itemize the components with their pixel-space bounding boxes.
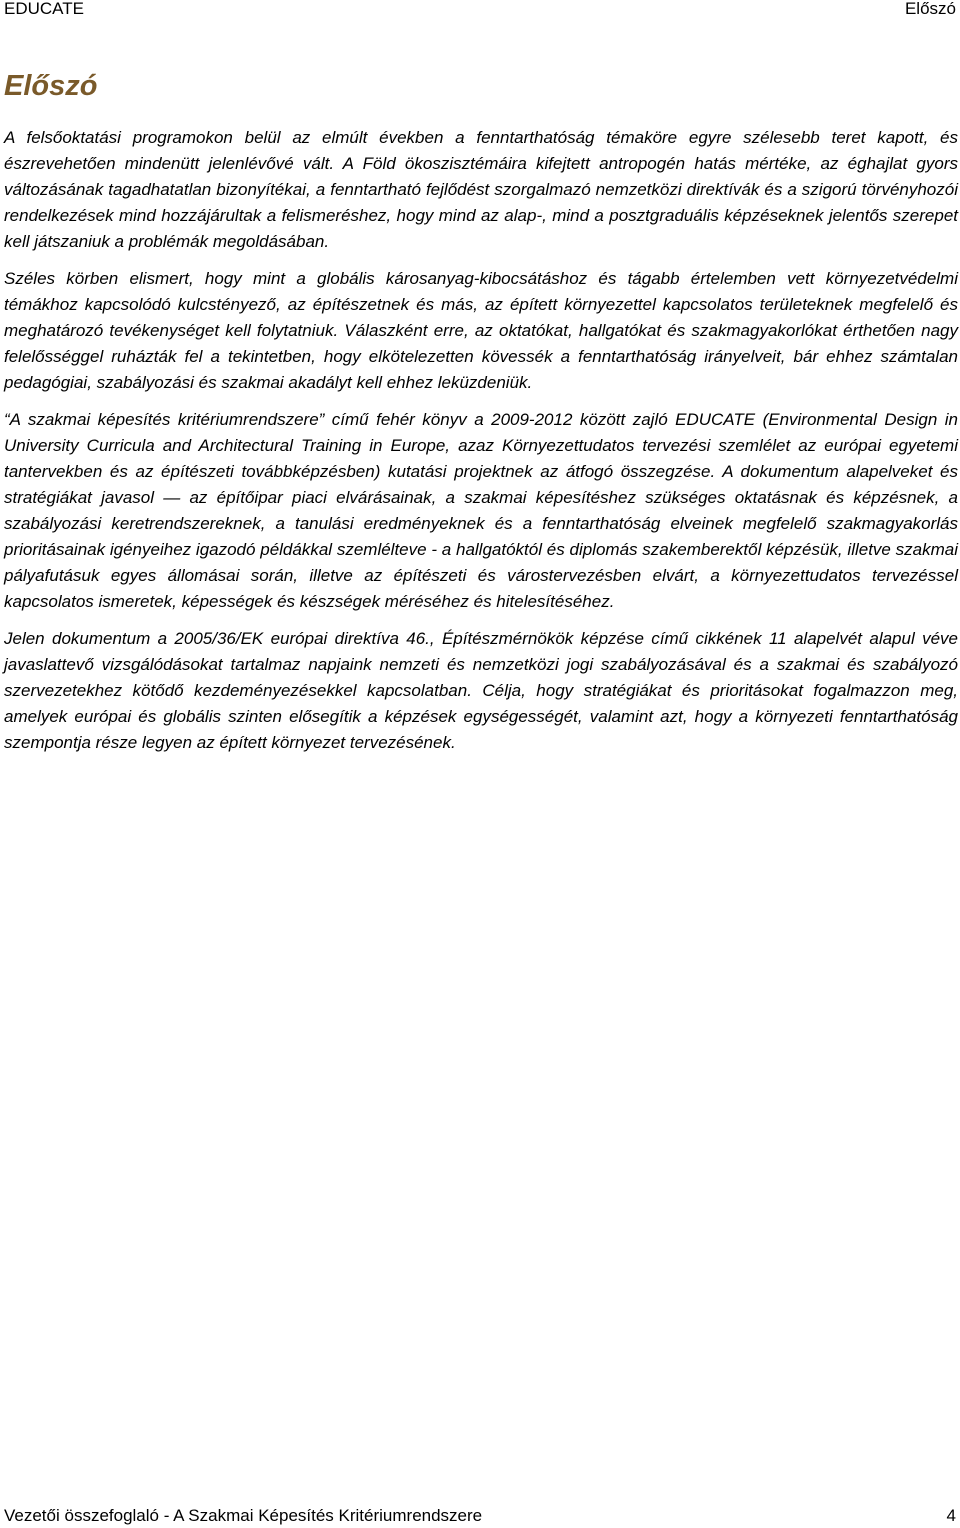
paragraph-3-part-2: A dokumentum alapelveket és stratégiákat javasol — az építőipar piaci elvárásainak, a szakmai képesítéshez szükséges oktatásnak és képzésnek, a szabályozási keretrendszereknek, a tanulási eredményeknek és a fenntarthatóság elveinek megfelelő szakmagyakorlás prioritásainak igényeihez igazodó példákkal szemlélteve - a hallgatóktól és diplomás szakemberektől képzésük, illetve szakmai pályafutásuk egyes állomásai során, illetve az építészeti és várostervezésben elvárt, a környezettudatos tervezéssel kapcsolatos ismeretek, képességek és készségek méréséhez és hitelesítéséhez. <box>4 462 959 611</box>
document-body <box>4 125 958 767</box>
paragraph-3 <box>4 407 958 615</box>
paragraph-1-part-1: A felsőoktatási programokon belül az elmúlt években a fenntarthatóság témaköre egyre szélesebb teret kapott, és észrevehetően mindenütt jelenlévővé vált. <box>4 128 958 173</box>
header-right: Előszó <box>904 0 956 18</box>
paragraph-2-part-2: Válaszként erre, az oktatókat, hallgatókat és szakmagyakorlókat érthetően nagy felelősséggel ruházták fel a tekintetben, hogy elkötelezetten kövessék a fenntarthatóság irányelveit, bár ehhez számtalan pedagógiai, szabályozási és szakmai akadályt kell ehhez leküzdeniük. <box>4 321 958 392</box>
page-header <box>4 0 956 18</box>
paragraph-4-part-1: Jelen dokumentum a 2005/36/EK európai direktíva 46., Építészmérnökök képzése című cikkének 11 alapelvét alapul véve javaslattevő vizsgálódásokat tartalmaz napjaink nemzeti és nemzetközi jogi szabályozásával és a szakmai és szabályozó szervezetekhez kötődő kezdeményezésekkel kapcsolatban. <box>4 629 958 700</box>
paragraph-2 <box>4 266 958 396</box>
page-number: 4 <box>946 1506 956 1525</box>
paragraph-2-part-1: Széles körben elismert, hogy mint a globális károsanyag-kibocsátáshoz és tágabb értelemben vett környezetvédelmi témákhoz kapcsolódó kulcstényező, az építészetnek és más, az épített környezettel kapcsolatos területeknek megfelelő és meghatározó tevékenységet kell folytatniuk. <box>4 269 958 340</box>
footer-title: Vezetői összefoglaló - A Szakmai Képesítés Kritériumrendszere <box>4 1506 483 1525</box>
paragraph-3-part-1: “A szakmai képesítés kritériumrendszere” című fehér könyv a 2009-2012 között zajló EDUCATE (Environmental Design in University Curricula and Architectural Training in Europe, azaz Környezettudatos tervezési szemlélet az európai egyetemi tantervekben és az építészeti továbbképzésben) kutatási projektnek az átfogó összegzése. <box>4 410 958 481</box>
page-title: Előszó <box>4 70 98 102</box>
paragraph-4 <box>4 626 958 756</box>
paragraph-1-part-2: A Föld ökoszisztémáira kifejtett antropogén hatás mértéke, az éghajlat gyors változásának tagadhatatlan bizonyítékai, a fenntartható fejlődést szorgalmazó nemzetközi direktívák és a szigorú törvényhozói rendelkezések mind hozzájárultak a felismeréshez, hogy mind az alap-, mind a posztgraduális képzéseknek jelentős szerepet kell játszaniuk a problémák megoldásában. <box>4 154 959 251</box>
paragraph-4-part-2: Célja, hogy stratégiákat és prioritásokat fogalmazzon meg, amelyek európai és globális szinten elősegítik a képzések egységességét, valamint azt, hogy a környezeti fenntarthatóság szempontja része legyen az épített környezet tervezésének. <box>4 681 958 752</box>
header-left: EDUCATE <box>4 0 84 18</box>
paragraph-1 <box>4 125 958 255</box>
page-footer <box>4 1506 956 1526</box>
